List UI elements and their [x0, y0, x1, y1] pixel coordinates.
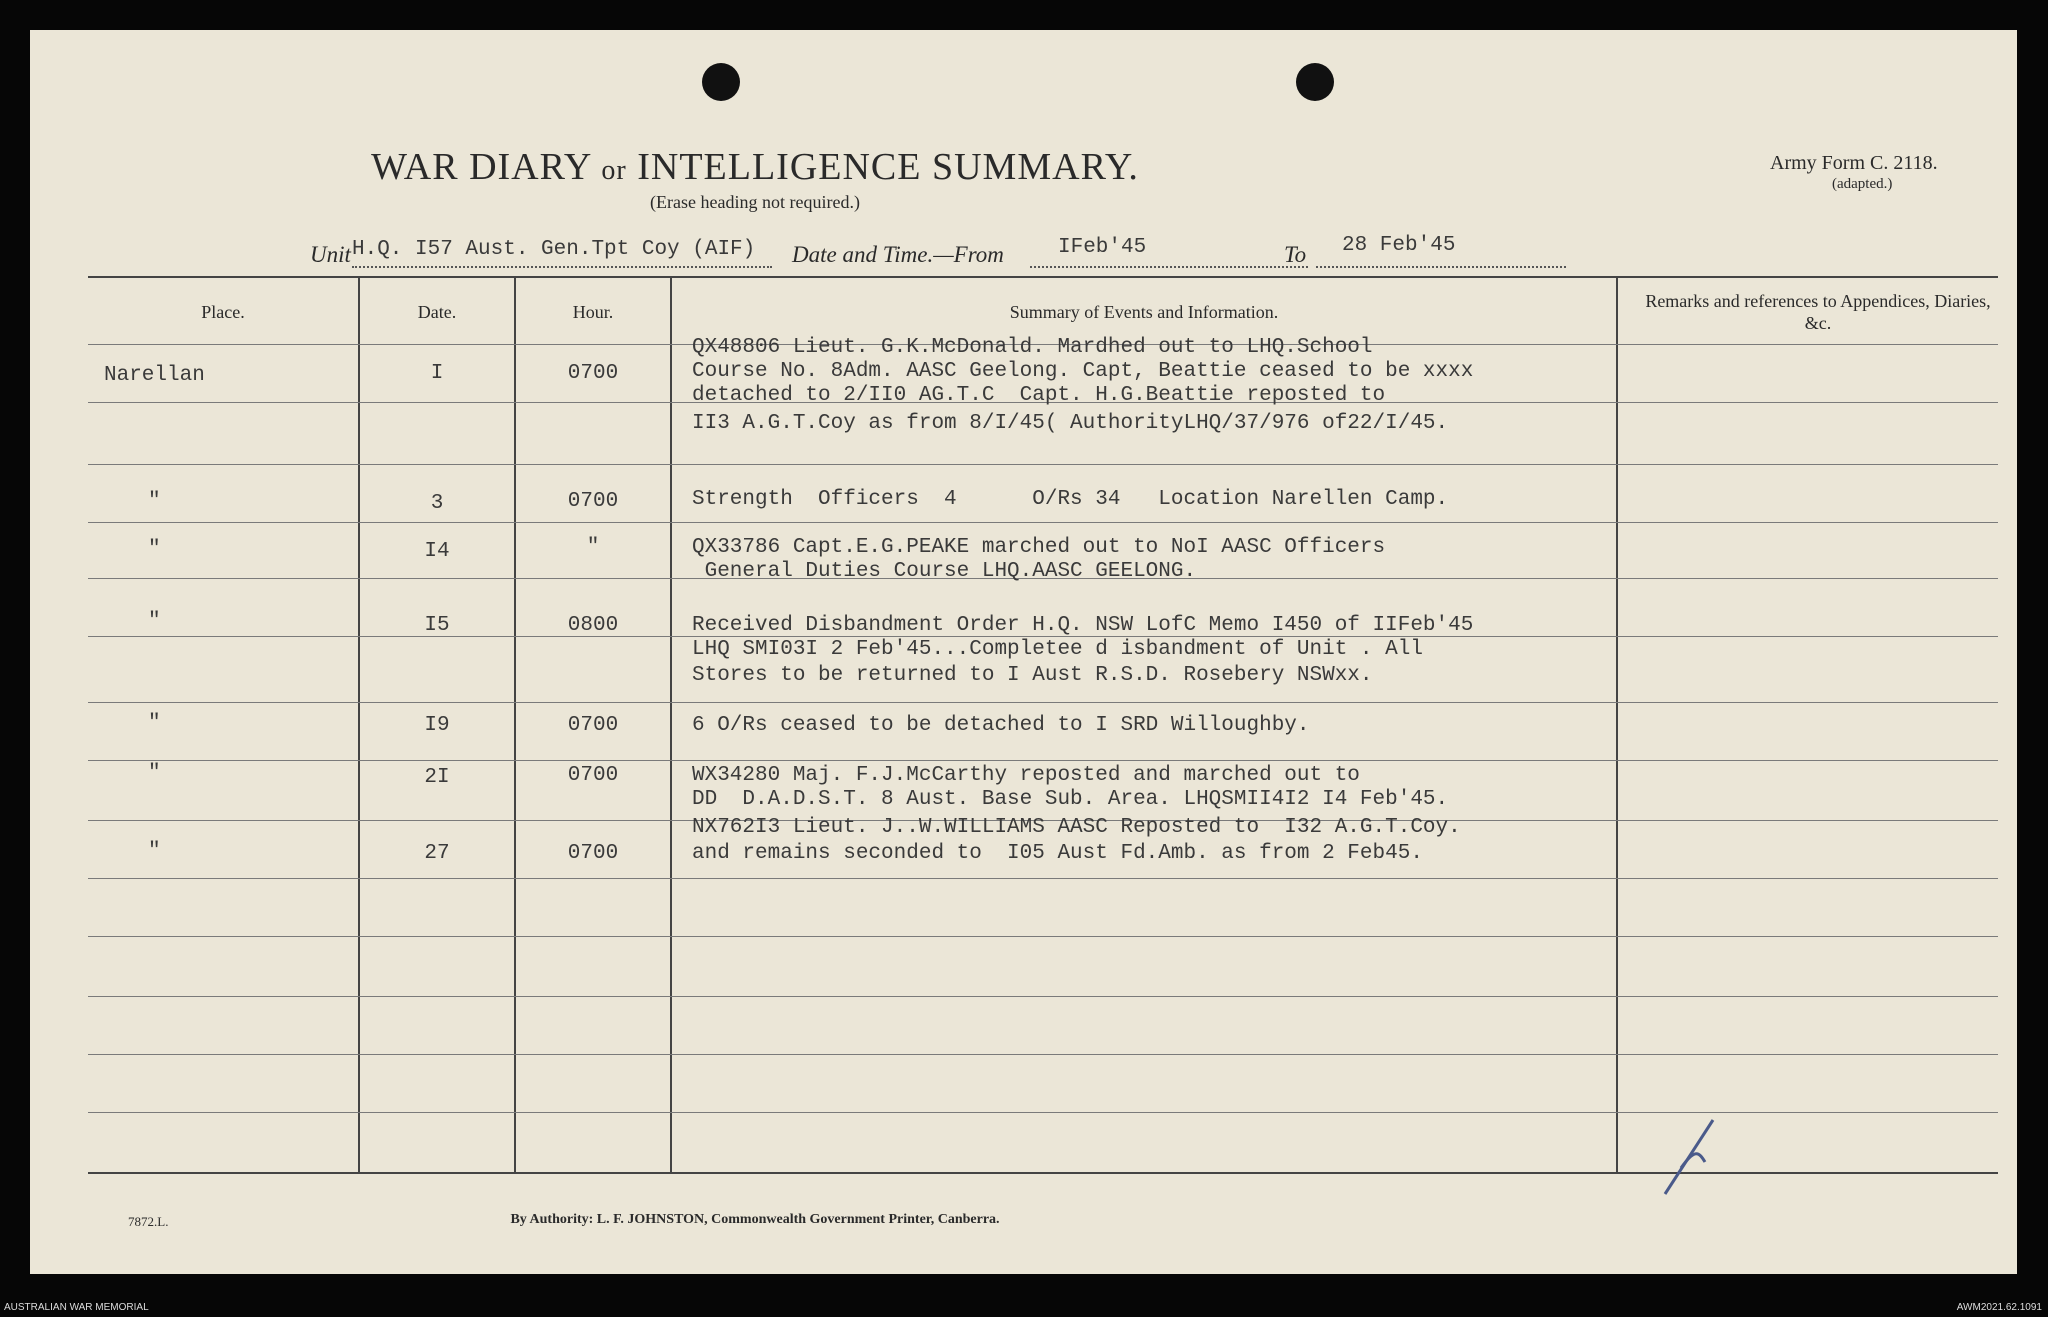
unit-label: Unit — [310, 242, 351, 267]
summary-line: Strength Officers 4 O/Rs 34 Location Narellen Camp. — [692, 488, 1449, 511]
from-value: IFeb'45 — [1058, 236, 1147, 259]
ruled-line — [88, 878, 1998, 879]
ruled-line — [88, 996, 1998, 997]
diary-sheet — [30, 30, 2017, 1274]
unit-value: H.Q. I57 Aust. Gen.Tpt Coy (AIF) — [352, 238, 756, 261]
place-cell: " — [148, 762, 161, 785]
summary-line: QX48806 Lieut. G.K.McDonald. Mardhed out to LHQ.School — [692, 336, 1373, 359]
to-label: To — [1284, 242, 1307, 267]
summary-line: General Duties Course LHQ.AASC GEELONG. — [692, 560, 1197, 583]
summary-line: detached to 2/II0 AG.T.C Capt. H.G.Beattie reposted to — [692, 384, 1386, 407]
ruled-line — [88, 760, 1998, 761]
summary-line: DD D.A.D.S.T. 8 Aust. Base Sub. Area. LHQSMII4I2 I4 Feb'45. — [692, 788, 1449, 811]
archive-reference: AWM2021.62.1091 — [1956, 1302, 2042, 1313]
form-subtitle: (Erase heading not required.) — [650, 192, 860, 212]
date-cell: 27 — [424, 842, 450, 865]
date-cell: I — [430, 362, 444, 385]
summary-line: Received Disbandment Order H.Q. NSW LofC Memo I450 of IIFeb'45 — [692, 614, 1474, 637]
summary-line: 6 O/Rs ceased to be detached to I SRD Willoughby. — [692, 714, 1310, 737]
punch-hole — [702, 63, 740, 101]
column-header-summary: Summary of Events and Information. — [1009, 302, 1279, 322]
form-print-number: 7872.L. — [128, 1214, 169, 1229]
column-header-remarks: Remarks and references to Appendices, Diaries, &c. — [1645, 291, 1991, 333]
to-value: 28 Feb'45 — [1342, 234, 1456, 257]
summary-line: and remains seconded to I05 Aust Fd.Amb. as from 2 Feb45. — [692, 842, 1423, 865]
summary-line: II3 A.G.T.Coy as from 8/I/45( AuthorityLHQ/37/976 of22/I/45. — [692, 412, 1449, 435]
hour-cell: 0800 — [567, 614, 619, 637]
hour-cell: " — [586, 536, 600, 559]
title-part: INTELLIGENCE SUMMARY. — [637, 146, 1139, 188]
summary-line: QX33786 Capt.E.G.PEAKE marched out to NoI AASC Officers — [692, 536, 1386, 559]
place-cell: " — [148, 490, 161, 513]
summary-line: WX34280 Maj. F.J.McCarthy reposted and marched out to — [692, 764, 1360, 787]
summary-line: LHQ SMI03I 2 Feb'45...Completee d isbandment of Unit . All — [692, 638, 1423, 661]
place-cell: " — [148, 840, 161, 863]
column-header-place: Place. — [201, 302, 245, 322]
army-form-number: Army Form C. 2118. — [1770, 152, 1938, 174]
ruled-line — [88, 936, 1998, 937]
place-cell: " — [148, 538, 161, 561]
place-cell: " — [148, 610, 161, 633]
ruled-line — [88, 1112, 1998, 1113]
place-cell: " — [148, 712, 161, 735]
unit-dotted-line — [352, 266, 772, 268]
title-part: WAR DIARY — [371, 146, 591, 188]
hour-cell: 0700 — [567, 490, 619, 513]
ruled-line — [88, 702, 1998, 703]
date-time-label: Date and Time.—From — [792, 242, 1004, 267]
printer-authority: By Authority: L. F. JOHNSTON, Commonwealth Government Printer, Canberra. — [510, 1212, 1000, 1227]
date-cell: I5 — [424, 614, 450, 637]
from-dotted-line — [1030, 266, 1308, 268]
date-cell: I4 — [424, 540, 450, 563]
signature-mark — [1655, 1118, 1735, 1198]
ruled-line — [88, 522, 1998, 523]
hour-cell: 0700 — [567, 362, 619, 385]
hour-cell: 0700 — [567, 714, 619, 737]
summary-line: Stores to be returned to I Aust R.S.D. Rosebery NSWxx. — [692, 664, 1373, 687]
title-or: or — [601, 155, 627, 186]
form-title — [30, 145, 1480, 189]
hour-cell: 0700 — [567, 842, 619, 865]
column-header-date: Date. — [417, 302, 457, 322]
table-top-rule — [88, 276, 1998, 278]
to-dotted-line — [1316, 266, 1566, 268]
ruled-line — [88, 1054, 1998, 1055]
archive-name: AUSTRALIAN WAR MEMORIAL — [4, 1302, 149, 1313]
date-cell: I9 — [424, 714, 450, 737]
column-divider — [670, 278, 672, 1172]
date-cell: 2I — [424, 766, 450, 789]
column-divider — [1616, 278, 1618, 1172]
summary-line: NX762I3 Lieut. J..W.WILLIAMS AASC Reposted to I32 A.G.T.Coy. — [692, 816, 1461, 839]
place-cell: Narellan — [104, 364, 205, 387]
column-header-hour: Hour. — [572, 302, 614, 322]
adapted-note: (adapted.) — [1832, 176, 1893, 192]
hour-cell: 0700 — [567, 764, 619, 787]
date-cell: 3 — [430, 492, 444, 515]
ruled-line — [88, 464, 1998, 465]
punch-hole — [1296, 63, 1334, 101]
summary-line: Course No. 8Adm. AASC Geelong. Capt, Beattie ceased to be xxxx — [692, 360, 1474, 383]
